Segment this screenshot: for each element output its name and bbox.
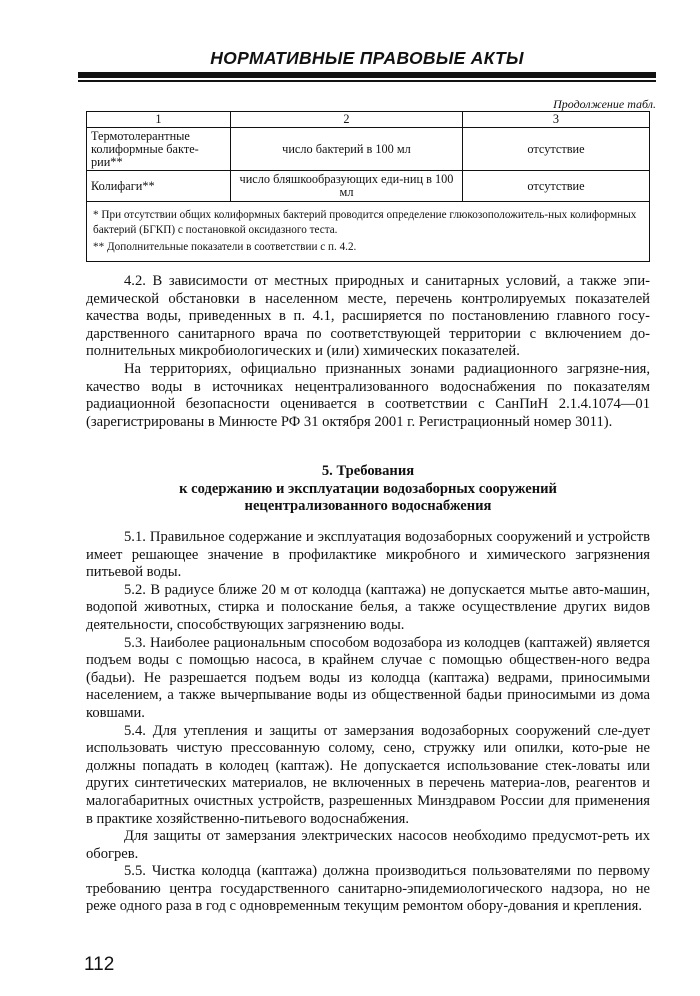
running-header: НОРМАТИВНЫЕ ПРАВОВЫЕ АКТЫ — [210, 48, 524, 68]
table-row — [87, 128, 650, 171]
paragraph-5-1: 5.1. Правильное содержание и эксплуатация водозаборных сооружений и устройств имеет решающее значение в профилактике микробного и химического загрязнения питьевой воды. — [86, 529, 650, 581]
table-header-row — [87, 112, 650, 128]
section-title-line-1: 5. Требования — [321, 463, 415, 479]
paragraph-4-2: 4.2. В зависимости от местных природных и санитарных условий, а также эпи-демической обстановки в населенном месте, перечень контролируемых показателей качества воды, приведенных в п. 4.1, расширяется по постановлению главного госу-дарственного санитарного врача по соответствующей территории с включением до-полнительных микробиологических и (или) химических показателей. — [86, 273, 650, 360]
table-notes — [87, 202, 650, 262]
paragraph-5-4: 5.4. Для утепления и защиты от замерзания водозаборных сооружений сле-дует использовать чистую прессованную солому, сено, стружку или опилки, кото-рые не должны попадать в колодец (каптаж). Не допускается использование стек-ловаты или других синтетических материалов, не включенных в перечень материа-лов, реагентов и малогабаритных очистных устройств, разрешенных Минздравом России для применения в практике хозяйственно-питьевого водоснабжения. — [86, 722, 650, 827]
section-title-line-2: к содержанию и эксплуатации водозаборных сооружений — [179, 480, 557, 497]
paragraph-5-3: 5.3. Наиболее рациональным способом водозабора из колодцев (каптажей) является подъем воды с помощью насоса, в крайнем случае с помощью обществен-ного ведра (бадьи). Не разрешается подъем воды из колодца (каптажа) ведрами, приносимыми населением, а также вычерпывание воды из общественной бадьи приносимыми из дома ковшами. — [86, 634, 650, 721]
indicators-table — [86, 111, 650, 262]
table-cell-indicator: Колифаги** — [87, 171, 231, 202]
header-rule-thin — [78, 80, 656, 82]
table-note-1: * При отсутствии общих колиформных бактерий проводится определение глюкозоположитель-ных колиформных бактерий (БГКП) с постановкой оксидазного теста. — [93, 209, 637, 236]
table-row — [87, 171, 650, 202]
section-title-line-3: нецентрализованного водоснабжения — [244, 498, 492, 514]
table-cell-indicator: Термотолерантные колиформные бакте-рии** — [87, 128, 231, 171]
paragraph-5-2: 5.2. В радиусе ближе 20 м от колодца (каптажа) не допускается мытье авто-машин, водопой животных, стирка и полоскание белья, а также осуществление других видов деятельности, способствующих загрязнению воды. — [86, 581, 650, 633]
table-cell-unit: число бляшкообразующих еди-ниц в 100 мл — [231, 171, 463, 202]
table-cell-norm: отсутствие — [463, 128, 650, 171]
paragraph-radiation: На территориях, официально признанных зонами радиационного загрязне-ния, качество воды в источниках нецентрализованного водоснабжения по показателям радиационной безопасности оценивается в соответствии с СанПиН 2.1.4.1074—01 (зарегистрированы в Минюсте РФ 31 октября 2001 г. Регистрационный номер 3011). — [86, 360, 650, 430]
header-rule-thick — [78, 72, 656, 78]
column-header-2: 2 — [231, 112, 463, 128]
column-header-3: 3 — [463, 112, 650, 128]
section5-text — [86, 529, 650, 916]
table-notes-row — [87, 202, 650, 262]
paragraph-5-5: 5.5. Чистка колодца (каптажа) должна производиться пользователями по первому требованию центра государственного санитарно-эпидемиологического надзора, но не реже одного раза в год с одновременным текущим ремонтом обору-дования и крепления. — [86, 863, 650, 915]
table-continuation-label: Продолжение табл. — [553, 97, 656, 111]
table-note-2: ** Дополнительные показатели в соответствии с п. 4.2. — [93, 241, 357, 253]
paragraph-5-4-pumps: Для защиты от замерзания электрических насосов необходимо предусмот-реть их обогрев. — [86, 828, 650, 862]
page-number: 112 — [84, 954, 115, 975]
section4-text — [86, 273, 650, 431]
table-cell-unit: число бактерий в 100 мл — [231, 128, 463, 171]
column-header-1: 1 — [87, 112, 231, 128]
section-5-title — [86, 463, 650, 516]
table-cell-norm: отсутствие — [463, 171, 650, 202]
